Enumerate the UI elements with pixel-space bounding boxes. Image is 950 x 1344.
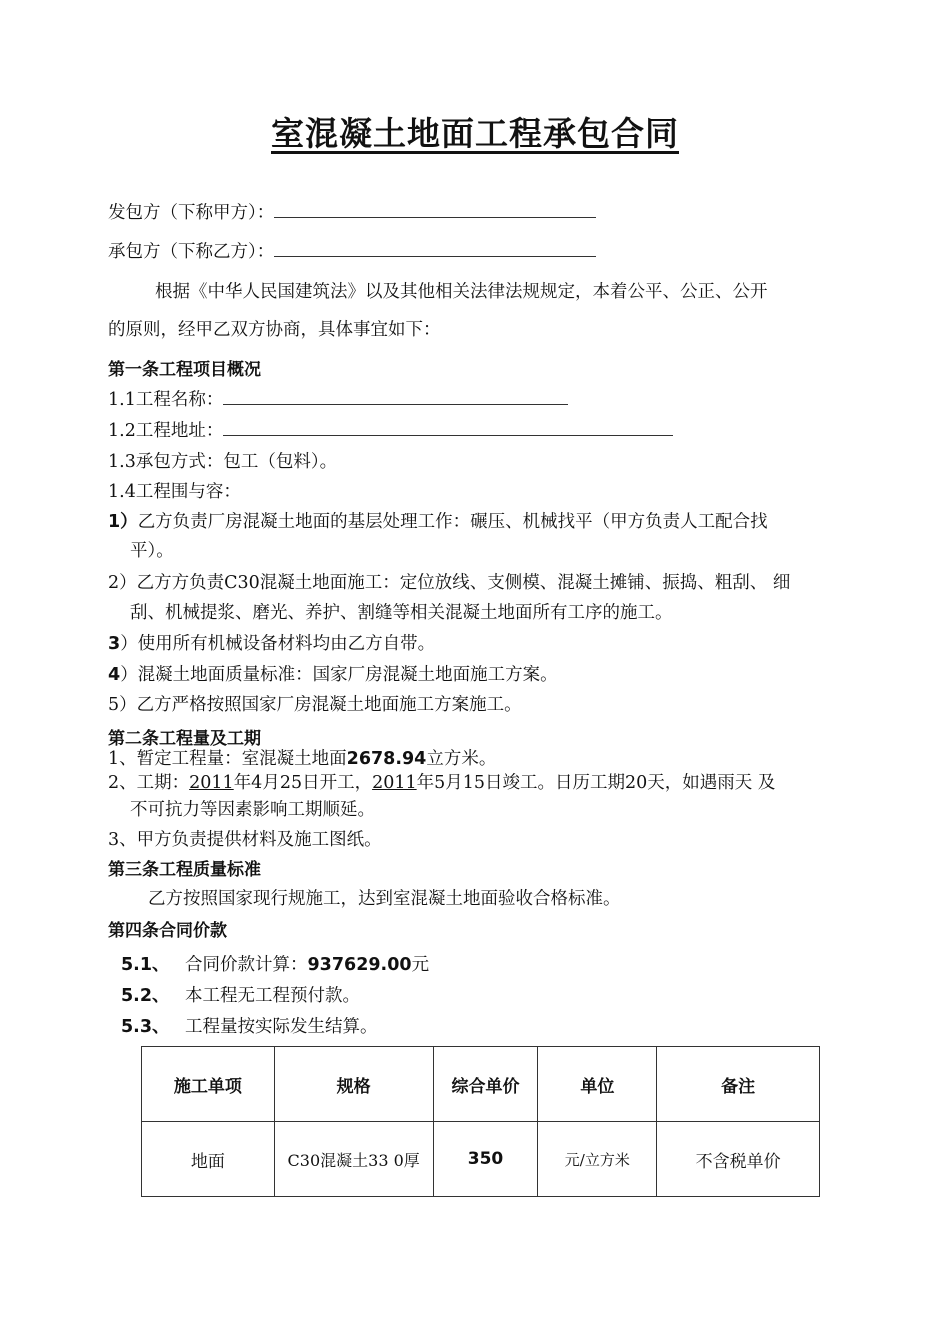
table-cell: C30混凝土33 0厚 (274, 1122, 433, 1197)
table-header-row (142, 1047, 820, 1122)
scope-item-1-text: 乙方负责厂房混凝土地面的基层处理工作：碾压、机械找平（甲方负责人工配合找 (137, 512, 768, 532)
scope-item-3 (108, 633, 435, 656)
article-3-heading: 第三条工程质量标准 (108, 860, 261, 880)
price-line-1-num: 5.1、 (121, 955, 170, 975)
table-header-cell: 综合单价 (433, 1047, 538, 1122)
project-address-label: 1.2工程地址： (108, 421, 224, 441)
end-year: 2011 (372, 773, 417, 793)
price-line-2 (121, 985, 360, 1008)
table-header-cell: 备注 (657, 1047, 820, 1122)
scope-item-2: 2）乙方方负责C30混凝土地面施工：定位放线、支侧模、混凝土摊铺、振捣、粗刮、 细 (108, 573, 791, 593)
intro-line-1: 根据《中华人民国建筑法》以及其他相关法律法规规定，本着公平、公正、公开 (155, 282, 768, 302)
scope-item-1 (108, 511, 768, 534)
scope-item-3-num: 3 (108, 634, 121, 654)
table-row (142, 1122, 820, 1197)
contract-method: 1.3承包方式：包工（包料）。 (108, 452, 338, 472)
price-line-3-text: 工程量按实际发生结算。 (185, 1017, 378, 1037)
schedule-line-cont: 不可抗力等因素影响工期顺延。 (130, 800, 375, 820)
start-year: 2011 (189, 773, 234, 793)
project-name-blank (223, 389, 568, 405)
scope-label: 1.4工程围与容： (108, 482, 241, 502)
project-name-label: 1.1工程名称： (108, 390, 224, 410)
party-a-blank (274, 202, 596, 218)
project-address-line (108, 420, 673, 443)
contract-price-value: 937629.00 (307, 955, 412, 975)
party-b-label: 承包方（下称乙方）： (108, 242, 275, 262)
scope-item-4-num: 4 (108, 665, 121, 685)
document-title: 室混凝土地面工程承包合同 (271, 114, 679, 153)
price-line-2-text: 本工程无工程预付款。 (185, 986, 360, 1006)
start-date: 年4月25日开工， (233, 773, 373, 793)
quantity-value: 2678.94 (346, 749, 427, 769)
materials-line: 3、甲方负责提供材料及施工图纸。 (108, 830, 382, 850)
project-address-blank (223, 420, 673, 436)
price-line-3 (121, 1016, 378, 1039)
table-cell: 350 (433, 1122, 538, 1197)
contract-price-unit: 元 (411, 955, 430, 975)
table-header-cell: 施工单项 (142, 1047, 275, 1122)
article-4-heading: 第四条合同价款 (108, 921, 227, 941)
party-b-blank (274, 241, 596, 257)
table-header-cell: 单位 (538, 1047, 657, 1122)
table-cell: 元/立方米 (538, 1122, 657, 1197)
scope-item-5: 5）乙方严格按照国家厂房混凝土地面施工方案施工。 (108, 695, 522, 715)
table-header-cell: 规格 (274, 1047, 433, 1122)
price-line-3-num: 5.3、 (121, 1017, 170, 1037)
quantity-line (108, 748, 496, 771)
article-2-heading: 第二条工程量及工期 (108, 729, 261, 749)
scope-item-4-text: ）混凝土地面质量标准：国家厂房混凝土地面施工方案。 (120, 665, 558, 685)
price-table (141, 1046, 820, 1197)
price-line-1 (121, 954, 429, 977)
article-1-heading: 第一条工程项目概况 (108, 360, 261, 380)
price-line-2-num: 5.2、 (121, 986, 170, 1006)
end-date: 年5月15日竣工。日历工期20天，如遇雨天 及 (416, 773, 776, 793)
party-a-line (108, 202, 596, 225)
quality-standard-text: 乙方按照国家现行规施工，达到室混凝土地面验收合格标准。 (148, 889, 621, 909)
scope-item-4 (108, 664, 558, 687)
quantity-label: 1、暂定工程量：室混凝土地面 (108, 749, 347, 769)
party-b-line (108, 241, 596, 264)
scope-item-3-text: ）使用所有机械设备材料均由乙方自带。 (120, 634, 436, 654)
schedule-line (108, 772, 775, 795)
project-name-line (108, 389, 568, 412)
price-calc-label: 合同价款计算： (185, 955, 308, 975)
table-cell: 地面 (142, 1122, 275, 1197)
scope-item-1-num: 1） (108, 512, 138, 532)
table-cell: 不含税单价 (657, 1122, 820, 1197)
scope-item-1-cont: 平）。 (130, 541, 174, 561)
intro-line-2: 的原则，经甲乙双方协商，具体事宜如下： (108, 320, 441, 340)
quantity-unit: 立方米。 (426, 749, 497, 769)
party-a-label: 发包方（下称甲方）： (108, 203, 275, 223)
schedule-label: 2、工期： (108, 773, 190, 793)
scope-item-2-cont: 刮、机械提浆、磨光、养护、割缝等相关混凝土地面所有工序的施工。 (130, 603, 673, 623)
